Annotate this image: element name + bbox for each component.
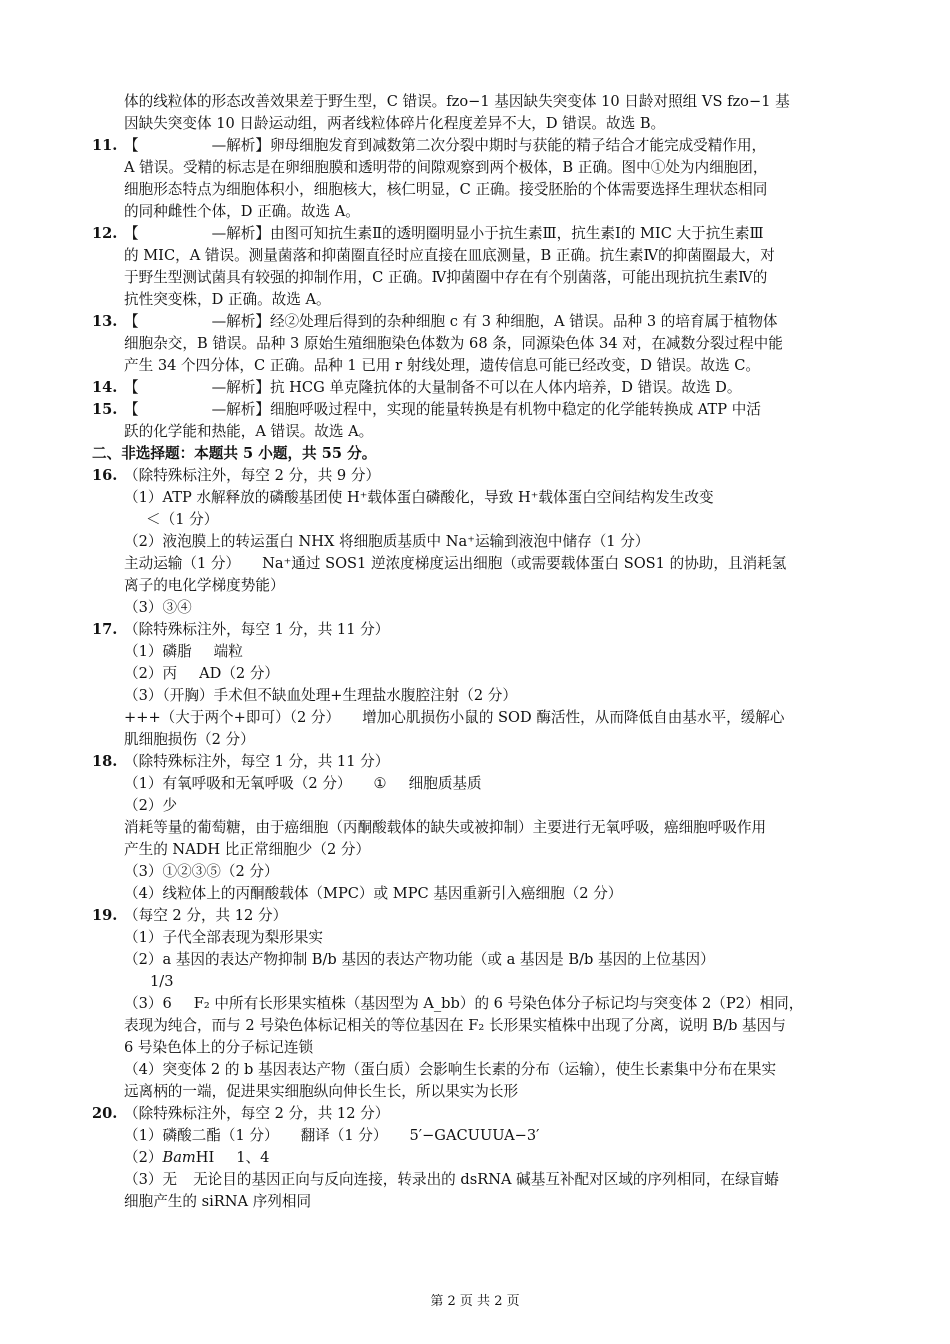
question-15-number: 15. [92, 401, 118, 418]
question-12-line-3: 于野生型测试菌具有较强的抑制作用，C 正确。Ⅳ抑菌圈中存在有个别菌落，可能出现抗抗生素Ⅳ的 [124, 269, 768, 286]
answer-segment: （1）有氧呼吸和无氧呼吸（2 分） [124, 775, 352, 792]
question-18-part-2-b: 消耗等量的葡萄糖，由于癌细胞（丙酮酸载体的缺失或被抑制）主要进行无氧呼吸，癌细胞呼吸作用 [124, 819, 767, 836]
question-14-line-1: 【 —解析】抗 HCG 单克隆抗体的大量制备不可以在人体内培养，D 错误。故选 D。 [124, 379, 742, 396]
answer-segment: 主动运输（1 分） [124, 555, 241, 572]
question-18-part-4: （4）线粒体上的丙酮酸载体（MPC）或 MPC 基因重新引入癌细胞（2 分） [124, 885, 623, 902]
question-16-part-3: （3）③④ [124, 599, 192, 616]
question-18-part-1 [124, 774, 482, 794]
question-12-line-1: 【 —解析】由图可知抗生素Ⅱ的透明圈明显小于抗生素Ⅲ，抗生素Ⅰ的 MIC 大于抗生素Ⅲ [124, 225, 764, 242]
question-20-number: 20. [92, 1105, 118, 1122]
question-18-header: （除特殊标注外，每空 1 分，共 11 分） [124, 753, 390, 770]
answer-segment: 增加心肌损伤小鼠的 SOD 酶活性，从而降低自由基水平，缓解心 [362, 709, 785, 726]
enzyme-name-suffix: HⅠ [195, 1149, 215, 1166]
question-16-part-2-c: 离子的电化学梯度势能） [124, 577, 285, 594]
question-17-part-2 [124, 664, 279, 684]
question-16-part-1-b: ＜（1 分） [146, 511, 219, 528]
question-18-part-2-c: 产生的 NADH 比正常细胞少（2 分） [124, 841, 371, 858]
question-19-part-4: （4）突变体 2 的 b 基因表达产物（蛋白质）会影响生长素的分布（运输），使生长素集中分布在果实 [124, 1061, 777, 1078]
answer-segment: （3）6 [124, 995, 172, 1012]
enzyme-name-italic: Bam [162, 1149, 196, 1166]
question-17-part-3-b [124, 708, 784, 728]
question-18-part-3: （3）①②③⑤（2 分） [124, 863, 279, 880]
answer-segment: （2）丙 [124, 665, 178, 682]
para-10-line-2: 因缺失突变体 10 日龄运动组，两者线粒体碎片化程度差异不大，D 错误。故选 B。 [124, 115, 666, 132]
answer-segment: （1）磷脂 [124, 643, 192, 660]
question-20-part-1 [124, 1126, 539, 1146]
question-15-line-1: 【 —解析】细胞呼吸过程中，实现的能量转换是有机物中稳定的化学能转换成 ATP 中活 [124, 401, 761, 418]
question-20-part-3-c: 细胞产生的 siRNA 序列相同 [124, 1193, 312, 1210]
question-12-line-4: 抗性突变株，D 正确。故选 A。 [124, 291, 331, 308]
question-20-part-2 [124, 1148, 269, 1168]
question-19-part-3-d: 6 号染色体上的分子标记连锁 [124, 1039, 314, 1056]
question-13-number: 13. [92, 313, 118, 330]
question-19-part-1: （1）子代全部表现为梨形果实 [124, 929, 324, 946]
question-16-part-1: （1）ATP 水解释放的磷酸基团使 H⁺载体蛋白磷酸化，导致 H⁺载体蛋白空间结构发生改变 [124, 489, 714, 506]
question-17-part-3: （3）（开胸）手术但不缺血处理+生理盐水腹腔注射（2 分） [124, 687, 517, 704]
answer-segment: ① [373, 775, 387, 792]
question-17-part-1 [124, 642, 243, 662]
question-13-line-1: 【 —解析】经②处理后得到的杂种细胞 c 有 3 种细胞，A 错误。品种 3 的培育属于植物体 [124, 313, 778, 330]
question-19-part-3-c: 表现为纯合，而与 2 号染色体标记相关的等位基因在 F₂ 长形果实植株中出现了分离，说明 B/b 基因与 [124, 1017, 786, 1034]
question-19-header: （每空 2 分，共 12 分） [124, 907, 288, 924]
answer-segment: +++（大于两个+即可）（2 分） [124, 709, 341, 726]
question-18-number: 18. [92, 753, 118, 770]
question-11-number: 11. [92, 137, 118, 154]
question-20-part-3 [124, 1170, 779, 1190]
question-17-number: 17. [92, 621, 118, 638]
question-14-number: 14. [92, 379, 118, 396]
question-12-number: 12. [92, 225, 118, 242]
question-12-line-2: 的 MIC，A 错误。测量菌落和抑菌圈直径时应直接在皿底测量，B 正确。抗生素Ⅳ的抑菌圈最大，对 [124, 247, 775, 264]
question-19-part-2: （2）a 基因的表达产物抑制 B/b 基因的表达产物功能（或 a 基因是 B/b 基因的上位基因） [124, 951, 715, 968]
page-footer: 第 2 页 共 2 页 [430, 1294, 520, 1309]
question-19-number: 19. [92, 907, 118, 924]
question-17-header: （除特殊标注外，每空 1 分，共 11 分） [124, 621, 390, 638]
answer-segment: 端粒 [213, 643, 243, 660]
question-17-part-3-c: 肌细胞损伤（2 分） [124, 731, 255, 748]
question-16-number: 16. [92, 467, 118, 484]
question-13-line-3: 产生 34 个四分体，C 正确。品种 1 已用 r 射线处理，遗传信息可能已经改变，D 错误。故选 C。 [124, 357, 760, 374]
answer-segment: AD（2 分） [199, 665, 280, 682]
question-19-part-3 [124, 994, 803, 1014]
answer-segment: F₂ 中所有长形果实植株（基因型为 A_bb）的 6 号染色体分子标记均与突变体 2（P2）相同， [193, 995, 804, 1012]
question-18-part-2: （2）少 [124, 797, 178, 814]
question-16-part-2: （2）液泡膜上的转运蛋白 NHX 将细胞质基质中 Na⁺运输到液泡中储存（1 分） [124, 533, 650, 550]
question-20-header: （除特殊标注外，每空 2 分，共 12 分） [124, 1105, 390, 1122]
answer-segment: （3）无 [124, 1171, 178, 1188]
question-16-part-2-b [124, 554, 786, 574]
answer-segment: （2） [124, 1149, 163, 1166]
answer-segment: 5′−GACUUUA−3′ [409, 1127, 540, 1144]
question-11-line-4: 的同种雌性个体，D 正确。故选 A。 [124, 203, 360, 220]
question-11-line-1: 【 —解析】卵母细胞发育到减数第二次分裂中期时与获能的精子结合才能完成受精作用， [124, 137, 767, 154]
question-11-line-2: A 错误。受精的标志是在卵细胞膜和透明带的间隙观察到两个极体，B 正确。图中①处为内细胞团， [124, 159, 768, 176]
question-11-line-3: 细胞形态特点为细胞体积小，细胞核大，核仁明显，C 正确。接受胚胎的个体需要选择生理状态相同 [124, 181, 768, 198]
answer-segment: 无论目的基因正向与反向连接，转录出的 dsRNA 碱基互补配对区域的序列相同，在绿盲蝽 [193, 1171, 779, 1188]
answer-segment: Na⁺通过 SOS1 逆浓度梯度运出细胞（或需要载体蛋白 SOS1 的协助，且消耗氢 [262, 555, 787, 572]
question-13-line-2: 细胞杂交，B 错误。品种 3 原始生殖细胞染色体数为 68 条，同源染色体 34 对，在减数分裂过程中能 [124, 335, 783, 352]
para-10-line-1: 体的线粒体的形态改善效果差于野生型，C 错误。fzo−1 基因缺失突变体 10 日龄对照组 VS fzo−1 基 [124, 93, 790, 110]
section-2-heading: 二、非选择题：本题共 5 小题，共 55 分。 [92, 445, 377, 462]
answer-segment: （1）磷酸二酯（1 分） [124, 1127, 279, 1144]
answer-segment: 1、4 [236, 1149, 270, 1166]
question-19-part-4-b: 远离柄的一端，促进果实细胞纵向伸长生长，所以果实为长形 [124, 1083, 519, 1100]
question-15-line-2: 跃的化学能和热能，A 错误。故选 A。 [124, 423, 374, 440]
answer-segment: 细胞质基质 [408, 775, 482, 792]
question-16-header: （除特殊标注外，每空 2 分，共 9 分） [124, 467, 381, 484]
question-19-part-2-b: 1/3 [150, 973, 174, 990]
answer-segment: 翻译（1 分） [300, 1127, 388, 1144]
